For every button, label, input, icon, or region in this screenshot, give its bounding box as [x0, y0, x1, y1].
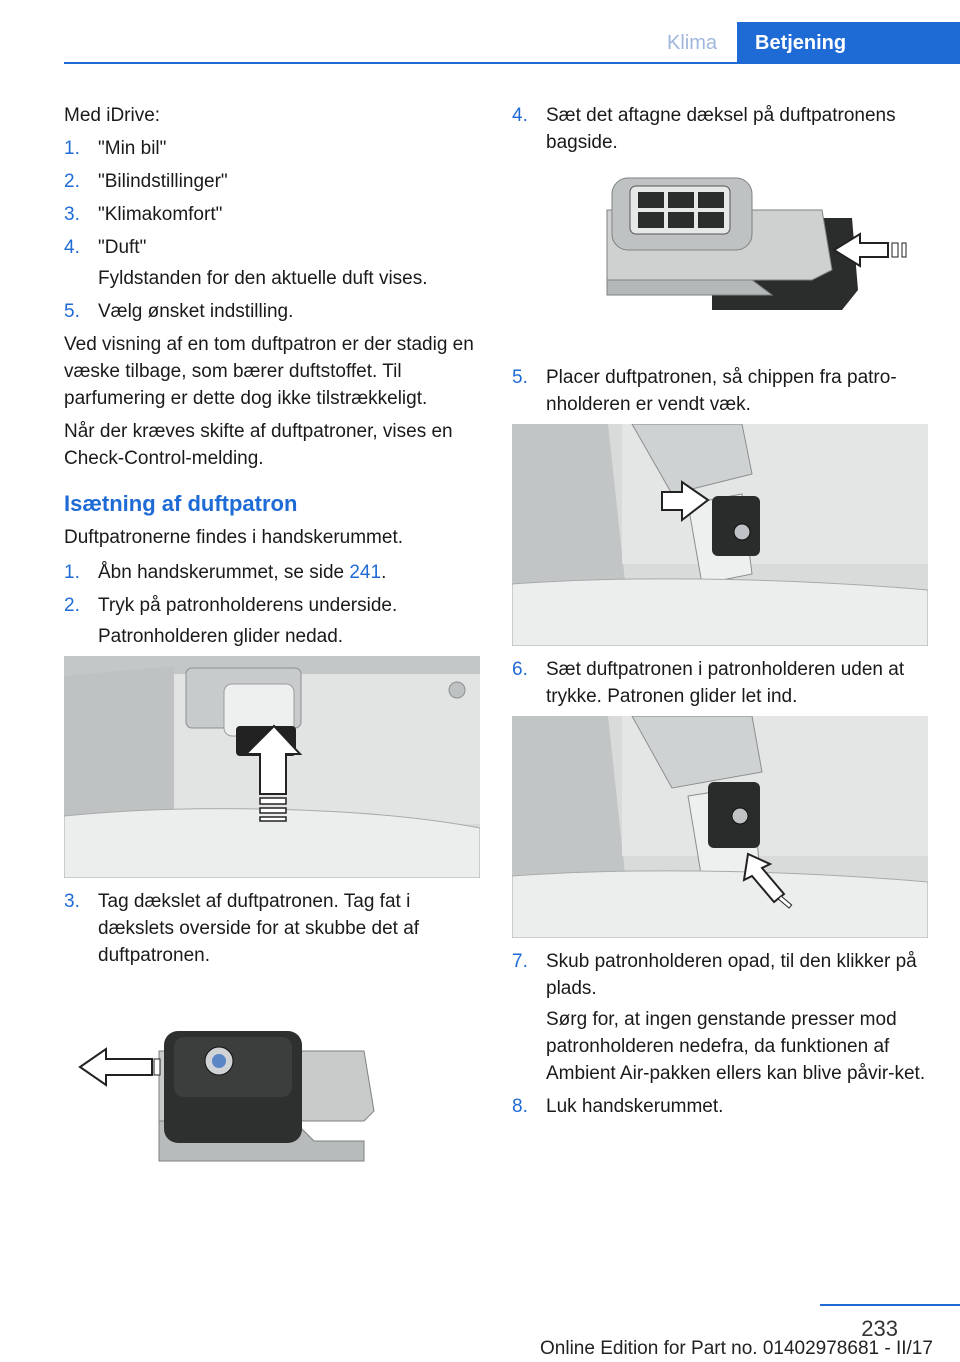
place-cartridge-figure	[512, 424, 928, 646]
step-text: Vælg ønsket indstilling.	[98, 301, 294, 322]
tab-betjening[interactable]: Betjening	[737, 22, 960, 62]
step-subtext: Sørg for, at ingen genstande presser mod patronholderen nedefra, da funktionen af Ambient Air-pakken ellers kan blive påvir-ket.	[546, 1009, 926, 1084]
page-link[interactable]: 241	[349, 562, 382, 583]
section-intro: Duftpatronerne findes i handskerummet.	[64, 527, 404, 548]
cartridge-cover-figure	[64, 991, 480, 1191]
step-number: 4.	[512, 105, 528, 126]
list-item	[512, 948, 932, 1087]
glovebox-push-figure	[64, 656, 480, 878]
insert-cartridge-figure	[512, 716, 928, 938]
list-item	[512, 102, 932, 156]
step-number: 2.	[64, 171, 80, 192]
right-column	[512, 102, 932, 1126]
list-item	[512, 1093, 932, 1120]
step-text-end: .	[381, 562, 387, 583]
step-text: "Min bil"	[98, 138, 167, 159]
step-text: Tryk på patronholderens underside.	[98, 595, 398, 616]
edition-text: Online Edition for Part no. 01402978681 - II/17	[540, 1338, 933, 1359]
list-item	[512, 364, 932, 418]
step-number: 7.	[512, 951, 528, 972]
list-item	[64, 298, 482, 325]
step-number: 3.	[64, 891, 80, 912]
list-item	[512, 656, 932, 710]
info-paragraph-2: Når der kræves skifte af duftpatroner, vises en Check-Control-melding.	[64, 421, 453, 469]
idrive-steps	[64, 135, 482, 325]
step-number: 8.	[512, 1096, 528, 1117]
intro-text: Med iDrive:	[64, 105, 161, 126]
step-text: Luk handskerummet.	[546, 1096, 724, 1117]
step-number: 1.	[64, 562, 80, 583]
list-item	[64, 168, 482, 195]
step-number: 3.	[64, 204, 80, 225]
tab-klima[interactable]: Klima	[646, 22, 738, 62]
step-text: Tag dækslet af duftpatronen. Tag fat i dækslets overside for at skubbe det af duftpatronen.	[98, 891, 420, 966]
step-subtext: Patronholderen glider nedad.	[98, 626, 344, 647]
left-column	[64, 102, 482, 1201]
page-number: 233	[861, 1316, 898, 1341]
step-number: 5.	[64, 301, 80, 322]
cover-on-back-figure	[512, 170, 928, 340]
step-text: "Bilindstillinger"	[98, 171, 228, 192]
list-item	[64, 559, 482, 586]
step-number: 4.	[64, 237, 80, 258]
header-rule	[64, 62, 960, 64]
list-item	[64, 234, 482, 292]
list-item	[64, 201, 482, 228]
step-number: 5.	[512, 367, 528, 388]
step-text: "Klimakomfort"	[98, 204, 223, 225]
step-number: 6.	[512, 659, 528, 680]
step-number: 1.	[64, 138, 80, 159]
step-number: 2.	[64, 595, 80, 616]
info-paragraph-1: Ved visning af en tom duftpatron er der stadig en væske tilbage, som bærer duftstoffet. Til parfumering er dette dog ikke tilstrækkeligt.	[64, 334, 474, 409]
step-text: Sæt det aftagne dæksel på duftpatronens bagside.	[546, 105, 896, 153]
footer-rule	[820, 1304, 960, 1306]
step-text: Åbn handskerummet, se side	[98, 562, 350, 583]
list-item	[64, 135, 482, 162]
list-item	[64, 888, 482, 969]
step-text: "Duft"	[98, 237, 147, 258]
list-item	[64, 592, 482, 650]
step-text: Sæt duftpatronen i patronholderen uden at trykke. Patronen glider let ind.	[546, 659, 905, 707]
step-text: Skub patronholderen opad, til den klikker på plads.	[546, 951, 917, 999]
section-heading: Isætning af duftpatron	[64, 491, 298, 516]
step-subtext: Fyldstanden for den aktuelle duft vises.	[98, 268, 428, 289]
step-text: Placer duftpatronen, så chippen fra patro-nholderen er vendt væk.	[546, 367, 897, 415]
